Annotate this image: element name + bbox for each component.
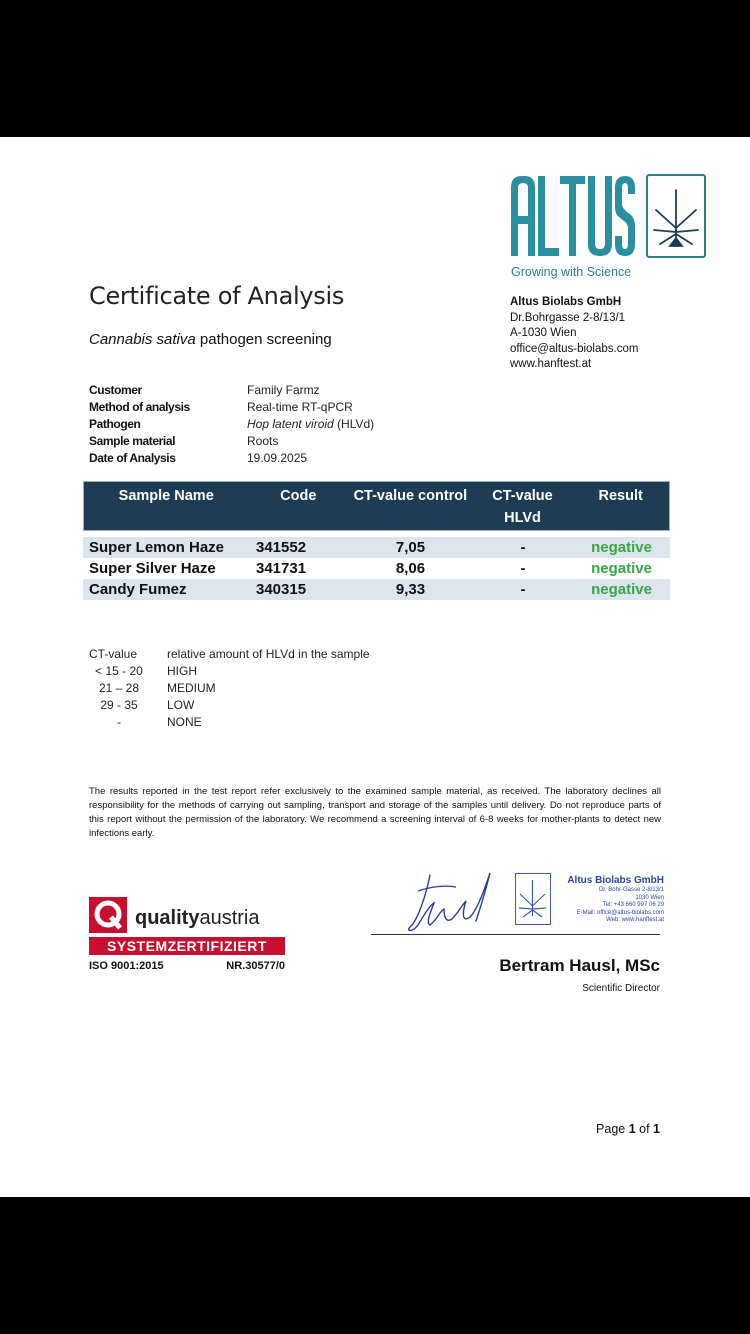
page-mid: of [635,1122,654,1136]
cert-number: NR.30577/0 [226,960,285,972]
stamp-street: Dr. Bohr-Gasse 2-8/13/1 [598,887,664,893]
qa-word-rest: austria [199,907,260,929]
ct-value-legend [89,646,370,731]
page-total: 1 [653,1122,660,1136]
legend-range: 29 - 35 [100,698,138,712]
qa-word-bold: quality [135,907,200,929]
ct-control: 8,06 [395,560,426,577]
table-row [83,558,670,579]
meta-row-customer [89,382,374,399]
stamp-city: 1030 Wien [635,894,664,901]
column-header: CT-value HLVd [492,488,553,526]
altus-logo [511,174,635,256]
column-header: Code [280,488,317,504]
page-number [596,1122,660,1136]
legend-level: NONE [167,715,202,729]
result: negative [591,560,652,577]
sample-code: 341552 [256,539,307,556]
lab-email: office@altus-biolabs.com [510,342,639,355]
stamp-web: Web: www.hanftest.at [606,917,664,923]
legend-row [89,697,370,714]
legend-level: HIGH [167,664,197,678]
certificate-page [0,137,750,1197]
disclaimer: The results reported in the test report refer exclusively to the examined sample material, as received. The laboratory declines all responsibility for the methods of carrying out sampling, transport and storage of the samples until delivery. Do not reproduce parts of this report without the permission of the laboratory. We recommend a screening interval of 6-8 weeks for mother-plants to detect new infections early. [89,786,661,839]
meta-row-pathogen [89,416,374,433]
sample-name: Super Lemon Haze [89,539,225,556]
handwritten-signature [400,865,500,945]
stamp-email: E-Mail: office@altus-biolabs.com [576,909,664,916]
legend-range: < 15 - 20 [95,664,143,678]
meta-label: Date of Analysis [89,451,176,465]
column-header: CT-value control [353,488,468,504]
company-stamp [556,875,664,925]
column-header: Result [598,488,643,504]
result: negative [591,539,652,556]
legend-col-a: CT-value [89,647,138,661]
meta-row-method [89,399,374,416]
stamp-leaf-icon [515,873,551,925]
sample-name: Candy Fumez [89,581,187,598]
iso-standard: ISO 9001:2015 [89,960,164,972]
cannabis-leaf-logo-icon [646,174,706,258]
meta-row-material [89,433,374,450]
subtitle [89,331,332,348]
tagline: Growing with Science [511,265,632,279]
subtitle-species: Cannabis sativa [89,331,196,348]
legend-col-b: relative amount of HLVd in the sample [167,647,370,661]
legend-level: MEDIUM [167,681,216,695]
page-prefix: Page [596,1122,629,1136]
page-current: 1 [628,1122,636,1136]
ct-hlvd: - [520,539,526,556]
pathogen-name: Hop latent viroid [247,417,334,431]
table-header [83,481,670,531]
ct-hlvd: - [520,581,526,598]
qa-banner: SYSTEMZERTIFIZIERT [89,937,285,955]
meta-label: Pathogen [89,417,141,431]
meta-value: Family Farmz [247,383,320,397]
sample-code: 341731 [256,560,307,577]
meta-value: Real-time RT-qPCR [247,400,353,414]
meta-label: Customer [89,383,142,397]
legend-range: - [117,715,121,729]
stamp-tel: Tel: +43 660 997 06 29 [602,902,664,908]
meta-value [247,416,374,433]
meta-row-date [89,450,374,467]
sample-name: Super Silver Haze [89,560,216,577]
meta-label: Method of analysis [89,400,190,414]
qa-logo-icon [89,897,127,933]
table-row [83,537,670,558]
legend-level: LOW [167,698,195,712]
column-header: Sample Name [118,488,214,504]
table-row [83,579,670,600]
analysis-details [89,382,374,467]
results-table [83,481,670,600]
qa-wordmark [135,907,259,930]
legend-row [89,663,370,680]
subtitle-text: pathogen screening [195,331,332,348]
legend-row [89,714,370,731]
sample-code: 340315 [256,581,307,598]
lab-address [510,295,638,373]
lab-name: Altus Biolabs GmbH [510,296,622,308]
meta-value: Roots [247,434,279,448]
page-title: Certificate of Analysis [89,282,345,310]
signer-name: Bertram Hausl, MSc [499,956,660,975]
ct-control: 7,05 [395,539,426,556]
lab-web: www.hanftest.at [510,358,592,370]
legend-row [89,680,370,697]
ct-hlvd: - [520,560,526,577]
signature-line [371,934,660,935]
pathogen-abbr: (HLVd) [333,417,375,431]
legend-range: 21 – 28 [98,681,140,695]
meta-label: Sample material [89,434,176,448]
result: negative [591,581,652,598]
signer-role: Scientific Director [582,983,660,994]
stamp-name: Altus Biolabs GmbH [567,875,664,886]
legend-header [89,646,370,663]
ct-control: 9,33 [395,581,426,598]
meta-value: 19.09.2025 [247,451,308,465]
lab-street: Dr.Bohrgasse 2-8/13/1 [510,311,626,324]
qa-iso-line [89,960,285,972]
lab-city: A-1030 Wien [510,327,577,339]
